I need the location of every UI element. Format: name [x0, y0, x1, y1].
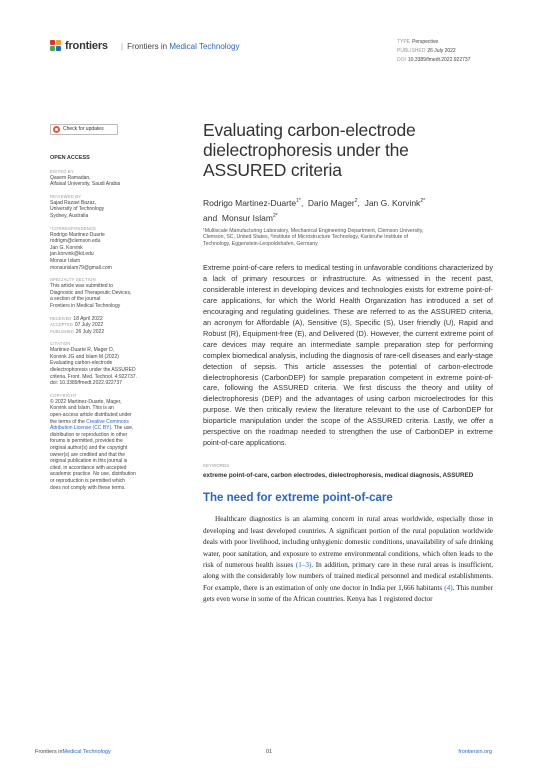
article-meta [397, 38, 470, 65]
author-name[interactable]: Rodrigo Martinez-Duarte [203, 197, 297, 208]
specialty-section: SPECIALTY SECTION This article was submitted to Diagnostic and Therapeutic Devices, a section of the journal Frontiers in Medical Technology [50, 277, 132, 309]
check-updates-icon [53, 126, 60, 133]
doi-value[interactable]: 10.3389/fmedt.2022.922737 [407, 57, 471, 63]
license-link[interactable]: Attribution License (CC BY). [50, 425, 113, 432]
edited-by: EDITED BY Qasem Ramadan, Alfaisal University, Saudi Arabia [50, 168, 121, 188]
logo-wordmark: frontiers [65, 40, 108, 52]
open-access-label: OPEN ACCESS [50, 155, 90, 161]
footer-journal: Frontiers inMedical Technology [35, 749, 111, 755]
license-link[interactable]: Creative Commons [86, 418, 129, 425]
author-name[interactable]: Monsur Islam [221, 212, 273, 223]
frontiers-logo-icon [50, 40, 62, 52]
keywords-heading: KEYWORDS [203, 462, 230, 468]
doi-label: DOI [397, 57, 406, 63]
article-sidebar [50, 124, 168, 497]
body-paragraph: Healthcare diagnostics is an alarming concern in rural areas worldwide, especially those in developing and least developed countries. A significant portion of the rural population worldwide deals with poor livelihood, including unhygienic domestic conditions, unavailability of safe drinking water, poor sanitation, and exposure to extreme environmental conditions, which often leads to the risk of numerous health issues (1–3). In addition, primary care in these rural areas is insufficient, along with the considerably low numbers of trained medical personnel and medical establishments. For example, there is an estimation of only one doctor in India per 1,666 habitants (4). This number gets even worse in some of the African countries. Kenya has 1 registered doctor [203, 515, 494, 604]
journal-name: | Frontiers in Medical Technology [121, 42, 240, 51]
abstract: Extreme point-of-care refers to medical testing in unfavorable conditions characterized by a lack of primary resources or infrastructure. As witnessed in the recent past, considerable interest in developing devices and technologies exists for extreme point-of-care applications, for which the World Health Organization has introduced a set of encouraging and regulating guidelines. These are referred to as the ASSURED criteria, an acronym for Affordable (A), Sensitive (S), Specific (S), User friendly (U), Rapid and Robust (R), Equipment-free (E), and Delivered (D). However, the current extreme point of care devices may require an intermediate sample preparation step for performing complex biomedical analysis, including the diagnosis of rare-cell diseases and early-stage detection of sepsis. This article assesses the potential of carbon-electrode dielectrophoresis (CarbonDEP) for sample preparation competent in extreme point-of-care, following the ASSURED criteria. We first discuss the theory and utility of dielectrophoresis (DEP) and the advantages of using carbon microelectrodes for this purpose. We then critically review the literature relevant to the use of CarbonDEP for bioparticle manipulation under the scope of the ASSURED criteria. Lastly, we offer a perspective on the roadmap needed to strengthen the use of CarbonDEP in extreme point-of-care applications. [203, 263, 494, 447]
article-dates: RECEIVED 18 April 2022 ACCEPTED 07 July 2022 PUBLISHED 26 July 2022 [50, 315, 105, 335]
page-number: 01 [266, 749, 273, 755]
page-header [50, 38, 490, 63]
reviewed-by: REVIEWED BY Sajad Razavi Bazaz, University of Technology Sydney, Australia [50, 193, 105, 219]
keywords: extreme point-of-care, carbon electrodes, dielectrophoresis, medical diagnosis, ASSURED [203, 471, 474, 479]
email-link[interactable]: rodrigm@clemson.edu [50, 238, 101, 245]
article-main [203, 120, 493, 606]
citation-link[interactable]: (4) [444, 583, 453, 592]
correspondence: *CORRESPONDENCE Rodrigo Martinez-Duarte rodrigm@clemson.edu Jan G. Korvink jan.korvink@kit.edu Monsur Islam monsurislam79@gmail.com [50, 226, 168, 272]
footer-site-link[interactable]: frontiersin.org [458, 749, 492, 755]
article-title: Evaluating carbon-electrode dielectrophoresis under the ASSURED criteria [203, 120, 416, 180]
citation-link[interactable]: (1–3) [295, 561, 312, 570]
email-link[interactable]: monsurislam79@gmail.com [50, 264, 112, 271]
type-label: TYPE [397, 39, 411, 45]
check-updates-button[interactable]: Check for updates [50, 124, 118, 135]
type-value: Perspective [412, 39, 439, 45]
published-label: PUBLISHED [397, 48, 426, 54]
section-heading: The need for extreme point-of-care [203, 492, 393, 505]
frontiers-logo[interactable] [50, 40, 108, 52]
author-list: Rodrigo Martinez-Duarte$^{1*}$, Dario Mager$^2$, Jan G. Korvink$^{2*}$ and Monsur Islam$^{2*}$ [203, 197, 426, 223]
author-name[interactable]: Dario Mager [307, 197, 355, 208]
published-value: 26 July 2022 [427, 48, 456, 54]
citation: CITATION Martinez-Duarte R, Mager D, Korvink JG and Islam M (2022) Evaluating carbon-electrode dielectrophoresis under the ASSURED criteria. Front. Med. Technol. 4:922737. doi: 10.3389/fmedt.2022.922737 [50, 341, 137, 387]
author-name[interactable]: Jan G. Korvink [364, 197, 421, 208]
affiliations: ¹Multiscale Manufacturing Laboratory, Mechanical Engineering Department, Clemson University, Clemson, SC, United States, ²Institute of Microstructure Technology, Karlsruhe Institute of Technology, Eggenstein-Leopoldshafen, Germany [203, 227, 424, 247]
copyright: COPYRIGHT © 2022 Martinez-Duarte, Mager, Korvink and Islam. This is an open-access article distributed under the terms of the Creative Commons Attribution License (CC BY). The use, distribution or reproduction in other forums is permitted, provided the original author(s) and the copyright owner(s) are credited and that the original publication in this journal is cited, in accordance with accepted academic practice. No use, distribution or reproduction is permitted which does not comply with these terms. [50, 392, 136, 491]
email-link[interactable]: jan.korvink@kit.edu [50, 251, 94, 258]
